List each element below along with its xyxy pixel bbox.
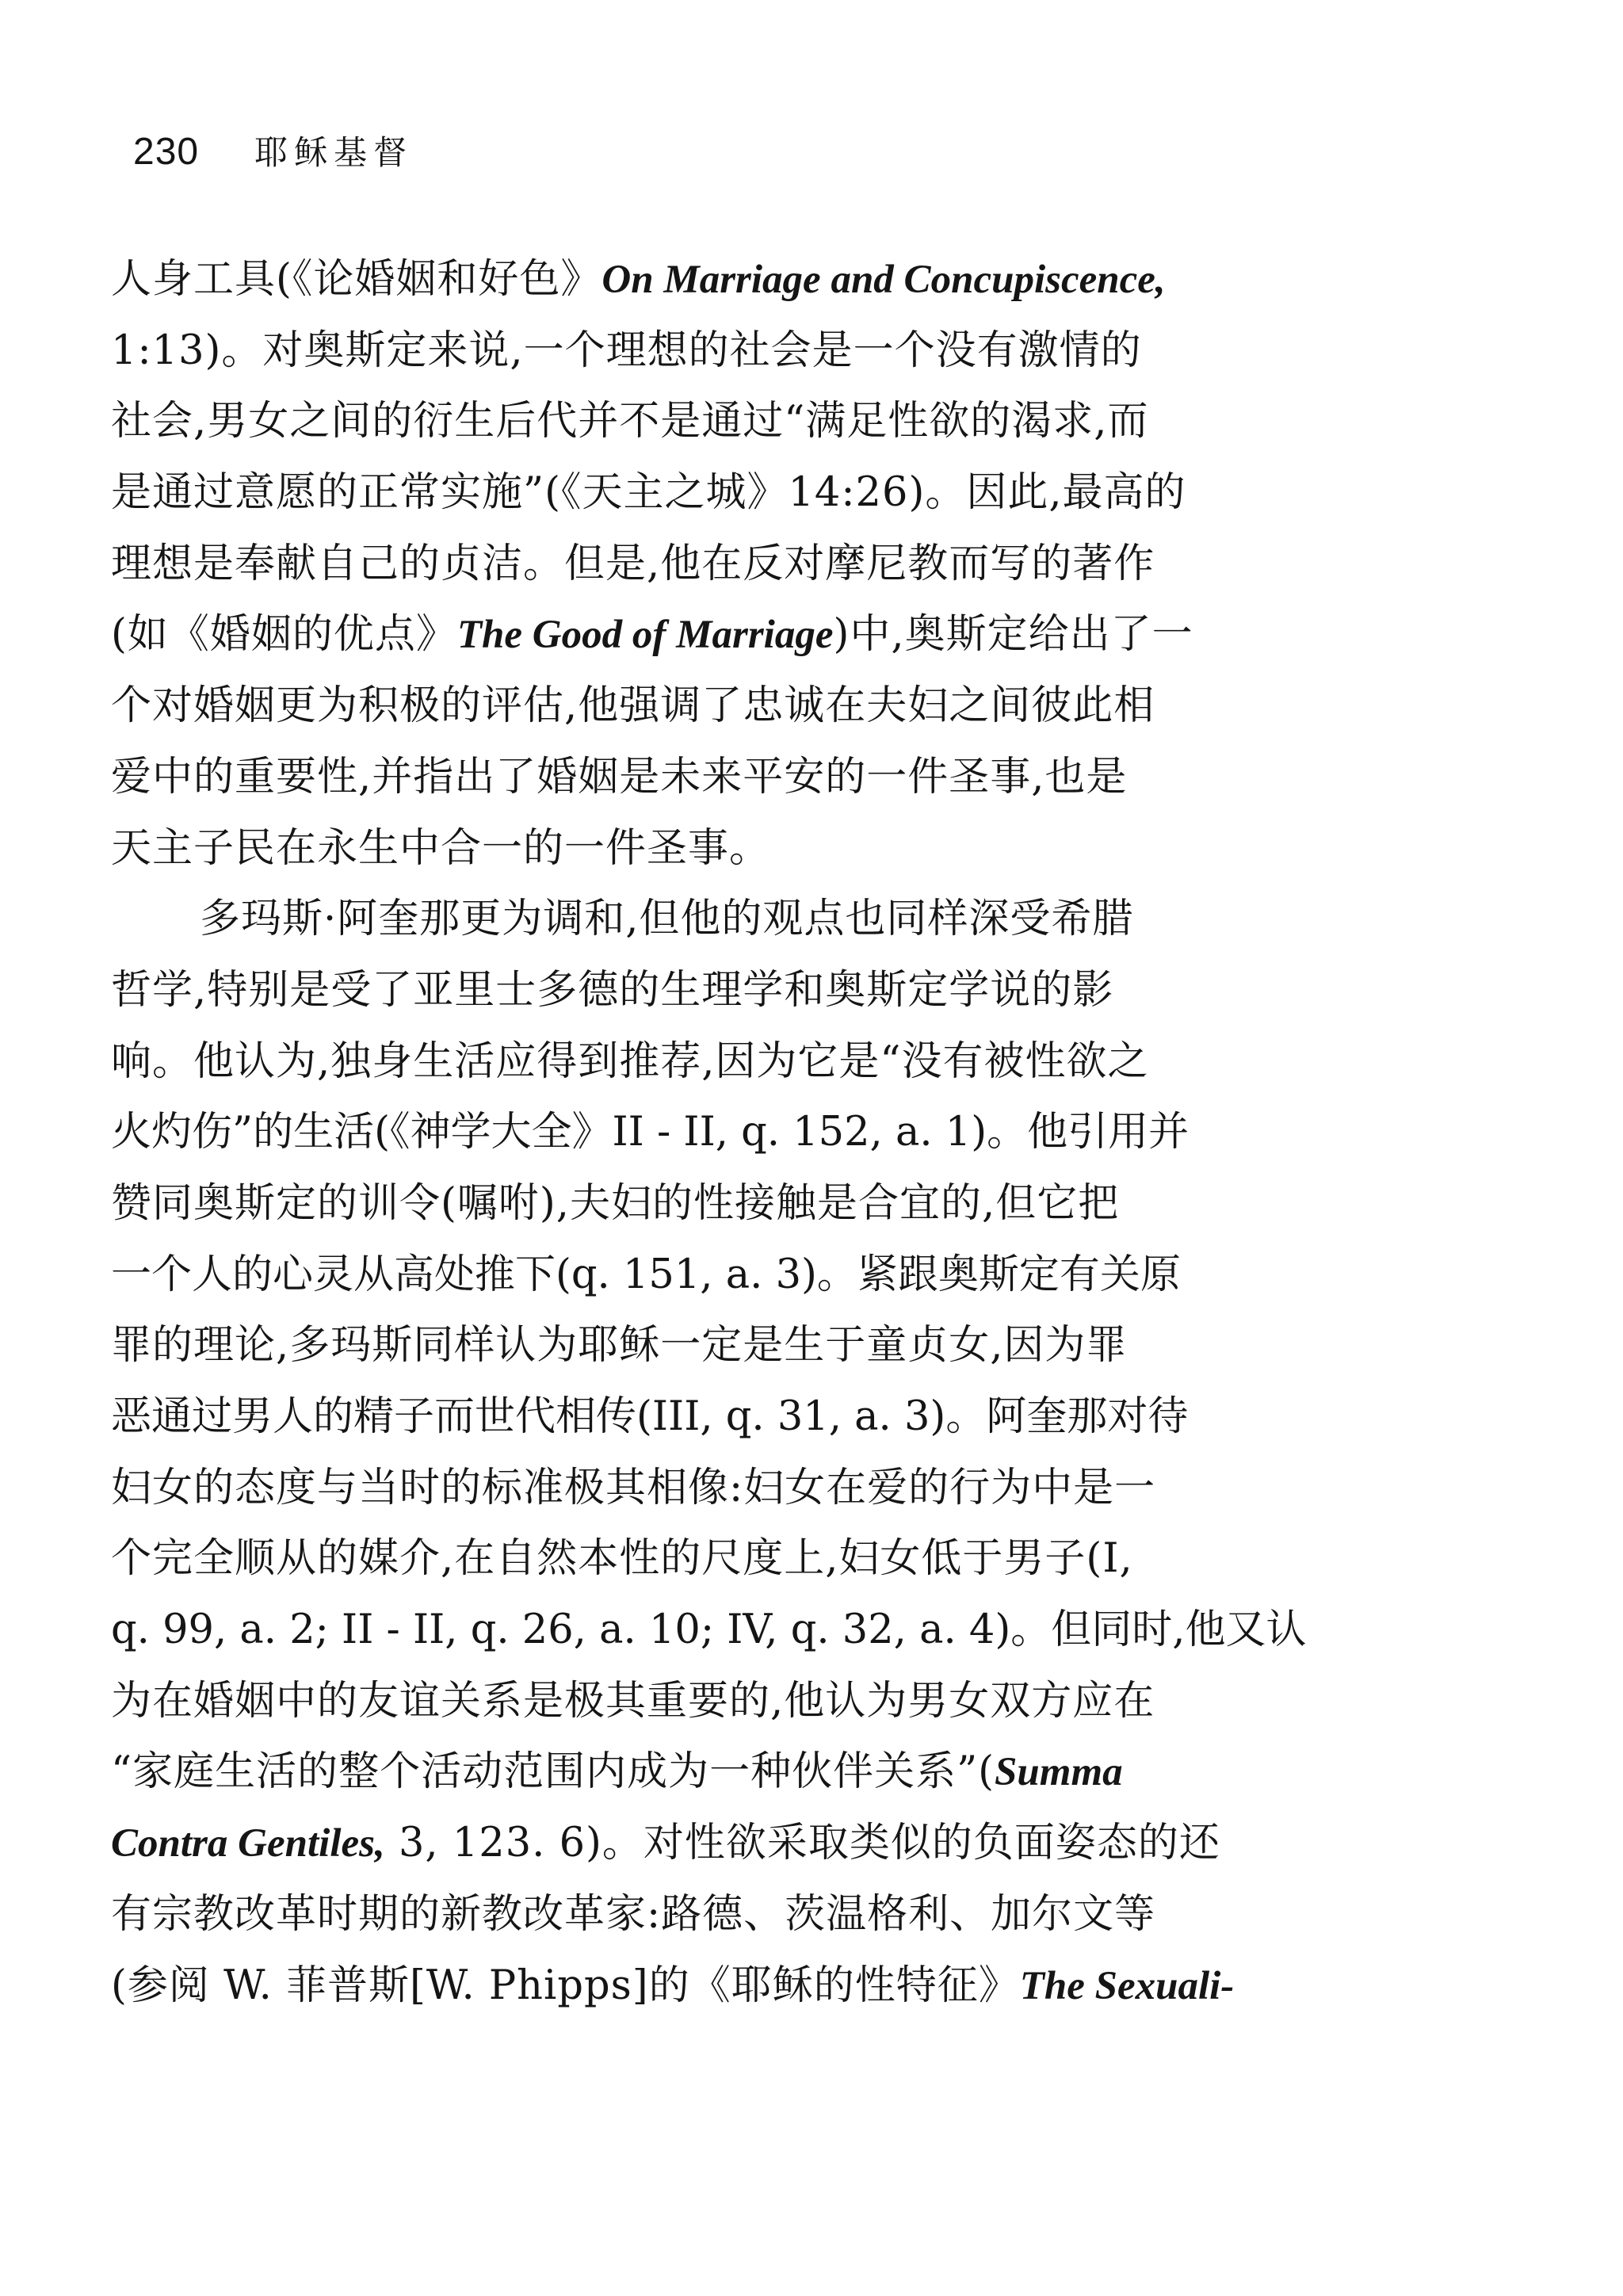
running-title: 耶稣基督 — [254, 133, 414, 172]
text-run: 恶通过男人的精子而世代相传(III, q. 31, a. 3)。阿奎那对待 — [111, 1393, 1189, 1440]
text-line — [111, 1808, 1316, 1879]
text-line — [111, 813, 1316, 884]
text-run: 哲学,特别是受了亚里士多德的生理学和奥斯定学说的影 — [111, 966, 1114, 1014]
text-line — [111, 1168, 1316, 1240]
text-line — [111, 315, 1316, 387]
text-run: 有宗教改革时期的新教改革家:路德、茨温格利、加尔文等 — [111, 1890, 1156, 1938]
text-line — [111, 742, 1316, 813]
text-run: 人身工具(《论婚姻和好色》 — [111, 256, 602, 303]
text-run: 是通过意愿的正常实施”(《天主之城》14:26)。因此,最高的 — [111, 469, 1186, 517]
text-run: 一个人的心灵从高处推下(q. 151, a. 3)。紧跟奥斯定有关原 — [111, 1251, 1181, 1298]
text-line — [111, 1026, 1316, 1098]
text-run: 个对婚姻更为积极的评估,他强调了忠诚在夫妇之间彼此相 — [111, 682, 1155, 730]
text-line — [111, 529, 1316, 600]
text-line — [111, 1523, 1316, 1595]
text-line — [111, 955, 1316, 1026]
text-run: 爱中的重要性,并指出了婚姻是未来平安的一件圣事,也是 — [111, 753, 1128, 800]
text-line — [111, 670, 1316, 742]
text-run: q. 99, a. 2; II - II, q. 26, a. 10; IV, q. 32, a. 4)。但同时,他又认 — [111, 1606, 1307, 1654]
page-number: 230 — [133, 131, 200, 173]
text-line — [111, 1240, 1316, 1311]
text-run: 妇女的态度与当时的标准极其相像:妇女在爱的行为中是一 — [111, 1464, 1156, 1511]
italic-title: Contra Gentiles, — [111, 1821, 385, 1866]
text-run: 天主子民在永生中合一的一件圣事。 — [111, 824, 771, 872]
text-run: 响。他认为,独身生活应得到推荐,因为它是“没有被性欲之 — [111, 1037, 1149, 1085]
text-line — [111, 599, 1316, 670]
text-run: 1:13)。对奥斯定来说,一个理想的社会是一个没有激情的 — [111, 327, 1142, 374]
text-run: 个完全顺从的媒介,在自然本性的尺度上,妇女低于男子(I, — [111, 1535, 1133, 1583]
italic-title: The Sexuali- — [1019, 1963, 1235, 2008]
text-run: (如《婚姻的优点》 — [111, 611, 457, 659]
text-run: 火灼伤”的生活(《神学大全》II - II, q. 152, a. 1)。他引用并 — [111, 1109, 1190, 1156]
page-header — [133, 127, 413, 174]
text-line — [111, 1453, 1316, 1524]
text-line — [111, 1310, 1316, 1381]
italic-title: The Good of Marriage — [456, 613, 834, 658]
text-line — [111, 457, 1316, 529]
text-run: 3, 123. 6)。对性欲采取类似的负面姿态的还 — [384, 1820, 1220, 1867]
text-line — [111, 244, 1316, 315]
text-run: 罪的理论,多玛斯同样认为耶稣一定是生于童贞女,因为罪 — [111, 1322, 1128, 1370]
text-run: 赞同奥斯定的训令(嘱咐),夫妇的性接触是合宜的,但它把 — [111, 1179, 1120, 1227]
text-line — [111, 1736, 1316, 1808]
text-line — [111, 1097, 1316, 1168]
text-run: “家庭生活的整个活动范围内成为一种伙伴关系”( — [111, 1748, 995, 1796]
text-run: 理想是奉献自己的贞洁。但是,他在反对摩尼教而写的著作 — [111, 540, 1155, 587]
text-run: 为在婚姻中的友谊关系是极其重要的,他认为男女双方应在 — [111, 1677, 1155, 1725]
paragraph-start-line — [111, 884, 1316, 955]
italic-title: On Marriage and Concupiscence, — [601, 258, 1166, 302]
italic-title: Summa — [995, 1750, 1123, 1795]
text-line — [111, 1381, 1316, 1453]
text-run: 多玛斯·阿奎那更为调和,但他的观点也同样深受希腊 — [200, 896, 1134, 943]
text-run: )中,奥斯定给出了一 — [833, 611, 1193, 659]
text-line — [111, 1595, 1316, 1666]
text-line — [111, 1666, 1316, 1737]
text-line — [111, 386, 1316, 457]
body-text — [111, 244, 1316, 2021]
text-line — [111, 1879, 1316, 1950]
text-run: 社会,男女之间的衍生后代并不是通过“满足性欲的渴求,而 — [111, 398, 1149, 445]
text-run: (参阅 W. 菲普斯[W. Phipps]的《耶稣的性特征》 — [111, 1962, 1020, 2009]
text-line — [111, 1950, 1316, 2022]
